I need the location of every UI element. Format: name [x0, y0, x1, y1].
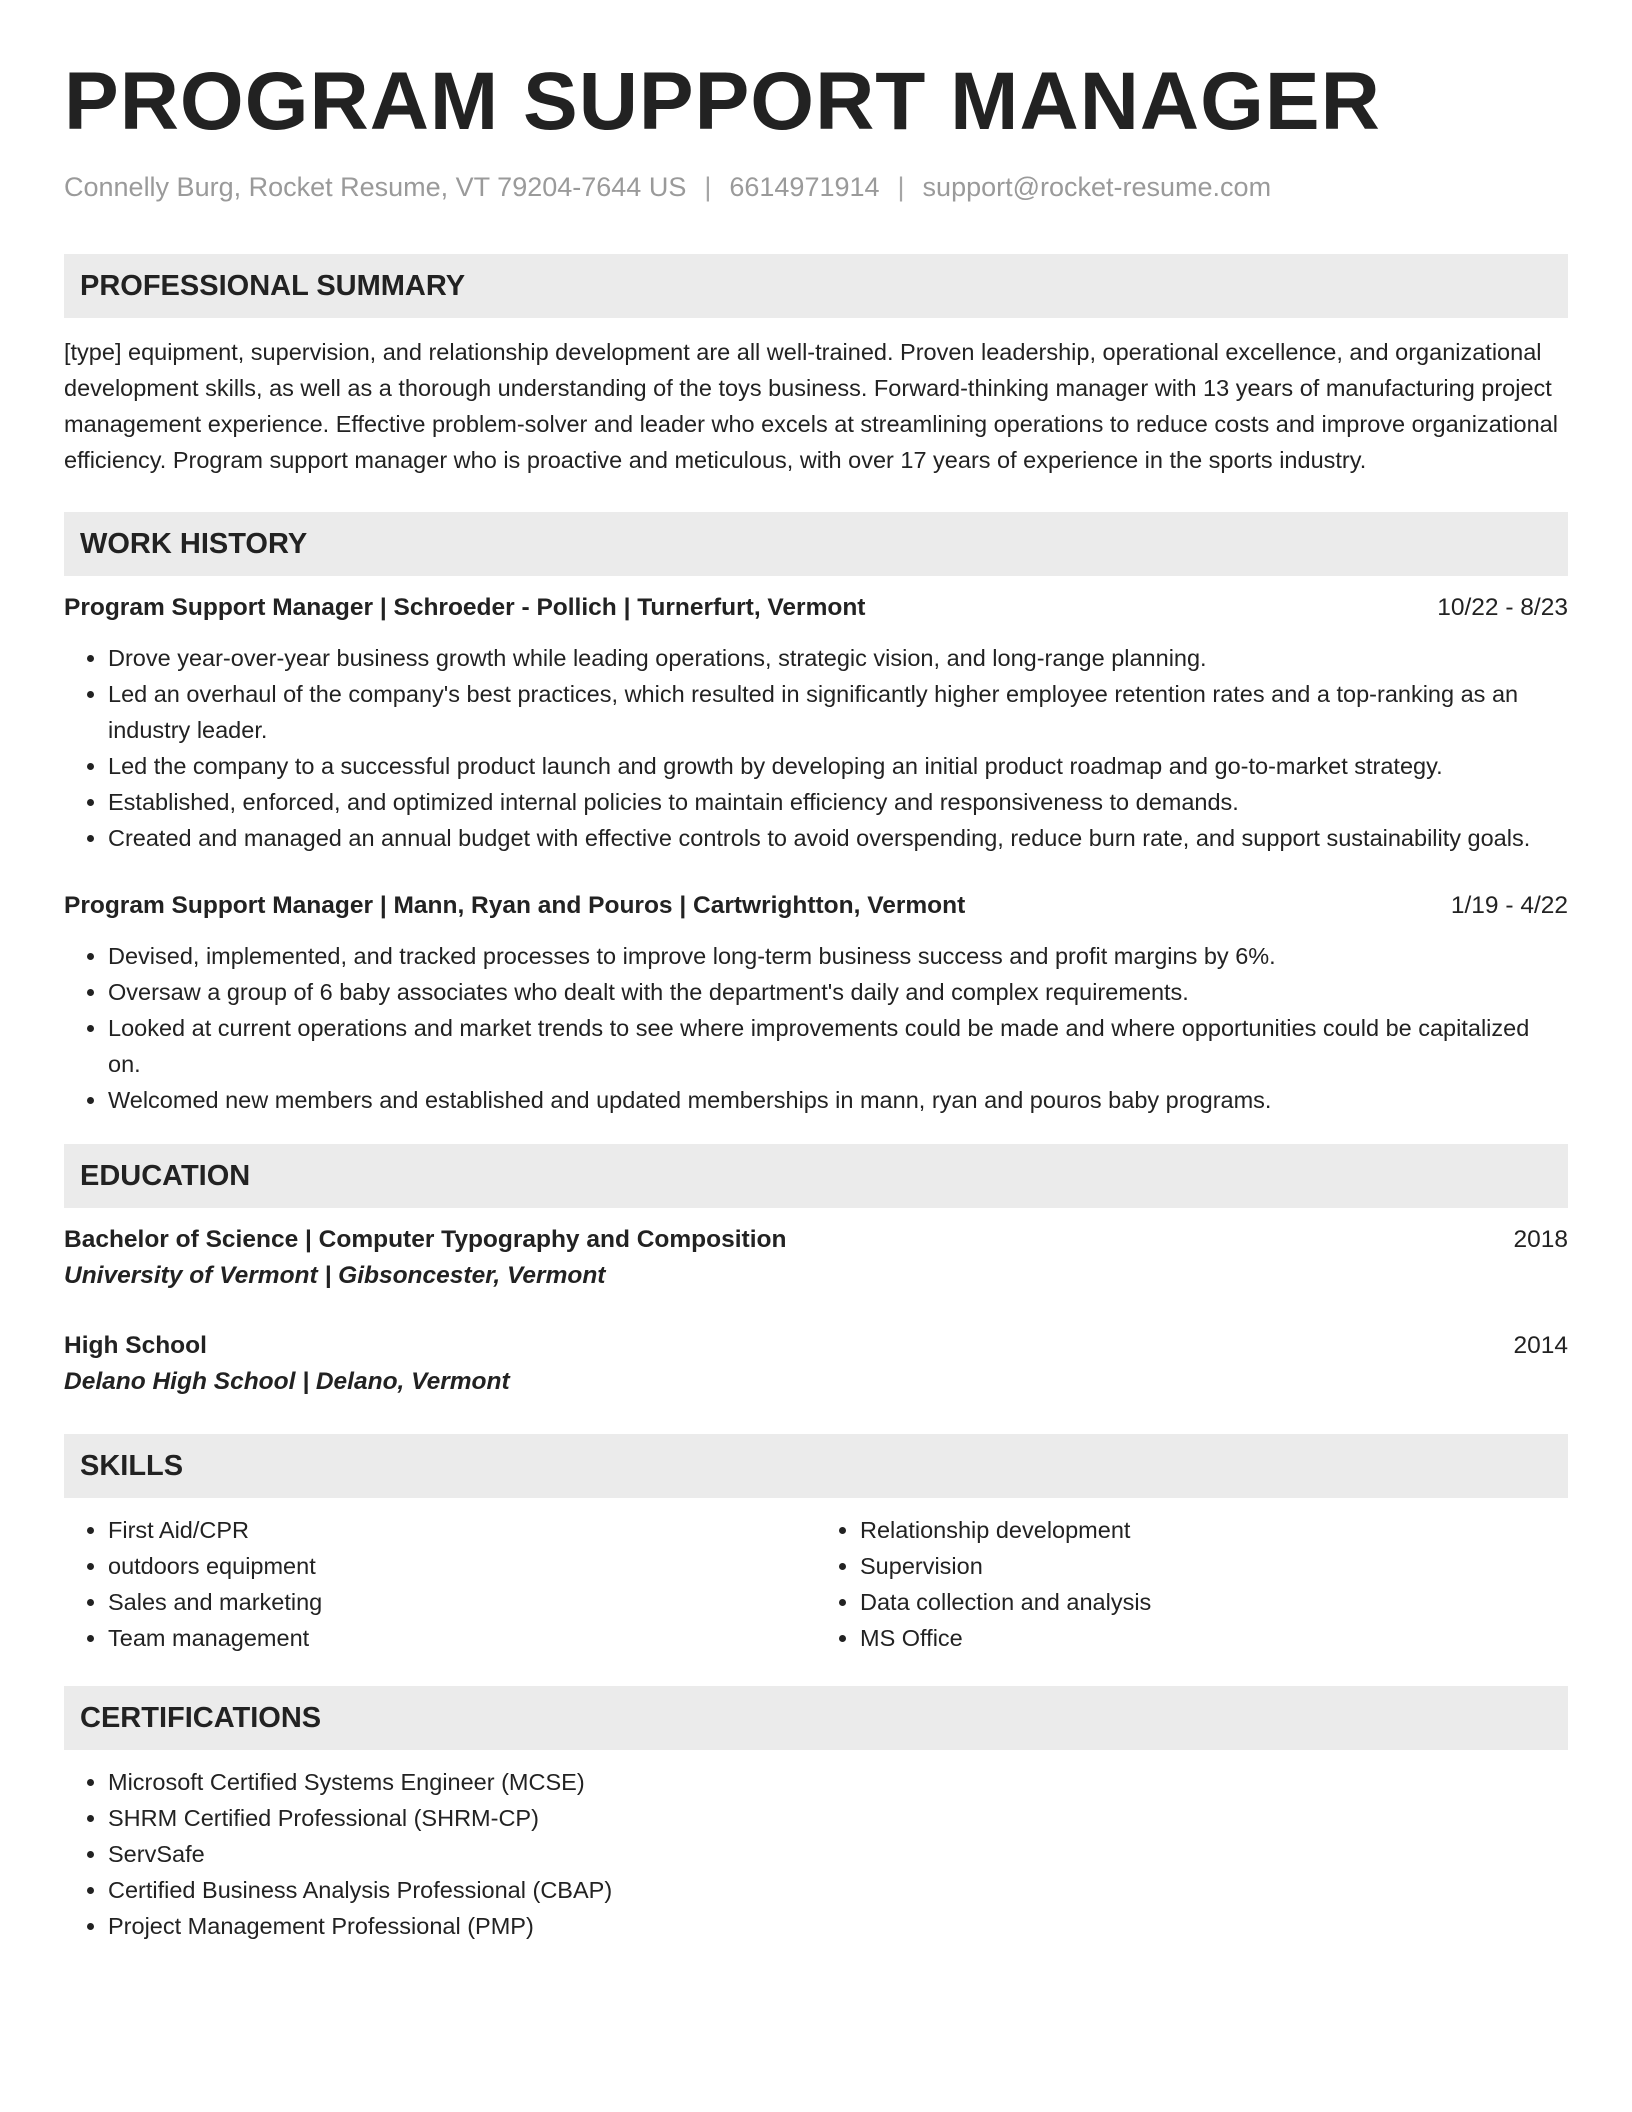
graduation-year: 2018: [1513, 1226, 1568, 1253]
list-item: • Relationship development: [860, 1512, 1568, 1548]
job-entry: [64, 590, 1568, 856]
list-item: • Led the company to a successful product launch and growth by developing an initial product roadmap and go-to-market strategy.: [108, 748, 1568, 784]
skills-heading: SKILLS: [64, 1434, 1568, 1498]
list-item: • Looked at current operations and market trends to see where improvements could be made and where opportunities could be capitalized on.: [108, 1010, 1568, 1082]
graduation-year: 2014: [1513, 1332, 1568, 1359]
degree-title: Bachelor of Science | Computer Typography and Composition: [64, 1226, 787, 1253]
list-item: • Drove year-over-year business growth while leading operations, strategic vision, and long-range planning.: [108, 640, 1568, 676]
work-history-section: [64, 512, 1568, 1118]
list-item: • Sales and marketing: [108, 1584, 816, 1620]
school-name: University of Vermont | Gibsoncester, Vermont: [64, 1262, 606, 1289]
skills-list-right: [816, 1512, 1568, 1656]
job-bullets: [64, 938, 1568, 1118]
education-section: [64, 1144, 1568, 1400]
contact-separator: |: [897, 172, 905, 202]
work-history-heading: WORK HISTORY: [64, 512, 1568, 576]
education-entry: [64, 1222, 1568, 1294]
job-title: Program Support Manager | Mann, Ryan and Pouros | Cartwrightton, Vermont: [64, 892, 966, 919]
list-item: • MS Office: [860, 1620, 1568, 1656]
list-item: • Created and managed an annual budget with effective controls to avoid overspending, reduce burn rate, and support sustainability goals.: [108, 820, 1568, 856]
list-item: • SHRM Certified Professional (SHRM-CP): [108, 1800, 1568, 1836]
certifications-list: [64, 1764, 1568, 1944]
job-dates: 1/19 - 4/22: [1450, 892, 1568, 919]
list-item: • Welcomed new members and established and updated memberships in mann, ryan and pouros baby programs.: [108, 1082, 1568, 1118]
job-bullets: [64, 640, 1568, 856]
skills-section: [64, 1434, 1568, 1656]
education-heading: EDUCATION: [64, 1144, 1568, 1208]
list-item: • Devised, implemented, and tracked processes to improve long-term business success and profit margins by 6%.: [108, 938, 1568, 974]
list-item: • Led an overhaul of the company's best practices, which resulted in significantly higher employee retention rates and a top-ranking as an industry leader.: [108, 676, 1568, 748]
contact-separator: |: [704, 172, 712, 202]
contact-address: Connelly Burg, Rocket Resume, VT 79204-7644 US: [64, 172, 687, 202]
summary-text: [type] equipment, supervision, and relationship development are all well-trained. Proven leadership, operational excellence, and organizational development skills, as well as a thorough understanding of the toys business. Forward-thinking manager with 13 years of manufacturing project management experience. Effective problem-solver and leader who excels at streamlining operations to reduce costs and improve organizational efficiency. Program support manager who is proactive and meticulous, with over 17 years of experience in the sports industry.: [64, 339, 1558, 473]
skills-list-left: [64, 1512, 816, 1656]
resume-name: PROGRAM SUPPORT MANAGER: [64, 56, 1381, 147]
summary-section: [64, 254, 1568, 478]
job-entry: [64, 888, 1568, 1118]
certifications-section: [64, 1686, 1568, 1944]
job-title: Program Support Manager | Schroeder - Pollich | Turnerfurt, Vermont: [64, 594, 866, 621]
certifications-heading: CERTIFICATIONS: [64, 1686, 1568, 1750]
contact-email: support@rocket-resume.com: [922, 172, 1272, 202]
summary-heading: PROFESSIONAL SUMMARY: [64, 254, 1568, 318]
contact-line: [64, 170, 1568, 204]
list-item: • Supervision: [860, 1548, 1568, 1584]
contact-phone: 6614971914: [729, 172, 880, 202]
list-item: • Data collection and analysis: [860, 1584, 1568, 1620]
list-item: • ServSafe: [108, 1836, 1568, 1872]
list-item: • First Aid/CPR: [108, 1512, 816, 1548]
list-item: • Certified Business Analysis Professional (CBAP): [108, 1872, 1568, 1908]
list-item: • Oversaw a group of 6 baby associates who dealt with the department's daily and complex requirements.: [108, 974, 1568, 1010]
school-name: Delano High School | Delano, Vermont: [64, 1368, 510, 1395]
degree-title: High School: [64, 1332, 207, 1359]
list-item: • Team management: [108, 1620, 816, 1656]
job-dates: 10/22 - 8/23: [1437, 594, 1568, 621]
education-entry: [64, 1328, 1568, 1400]
list-item: • Project Management Professional (PMP): [108, 1908, 1568, 1944]
list-item: • Established, enforced, and optimized internal policies to maintain efficiency and responsiveness to demands.: [108, 784, 1568, 820]
list-item: • outdoors equipment: [108, 1548, 816, 1584]
list-item: • Microsoft Certified Systems Engineer (MCSE): [108, 1764, 1568, 1800]
